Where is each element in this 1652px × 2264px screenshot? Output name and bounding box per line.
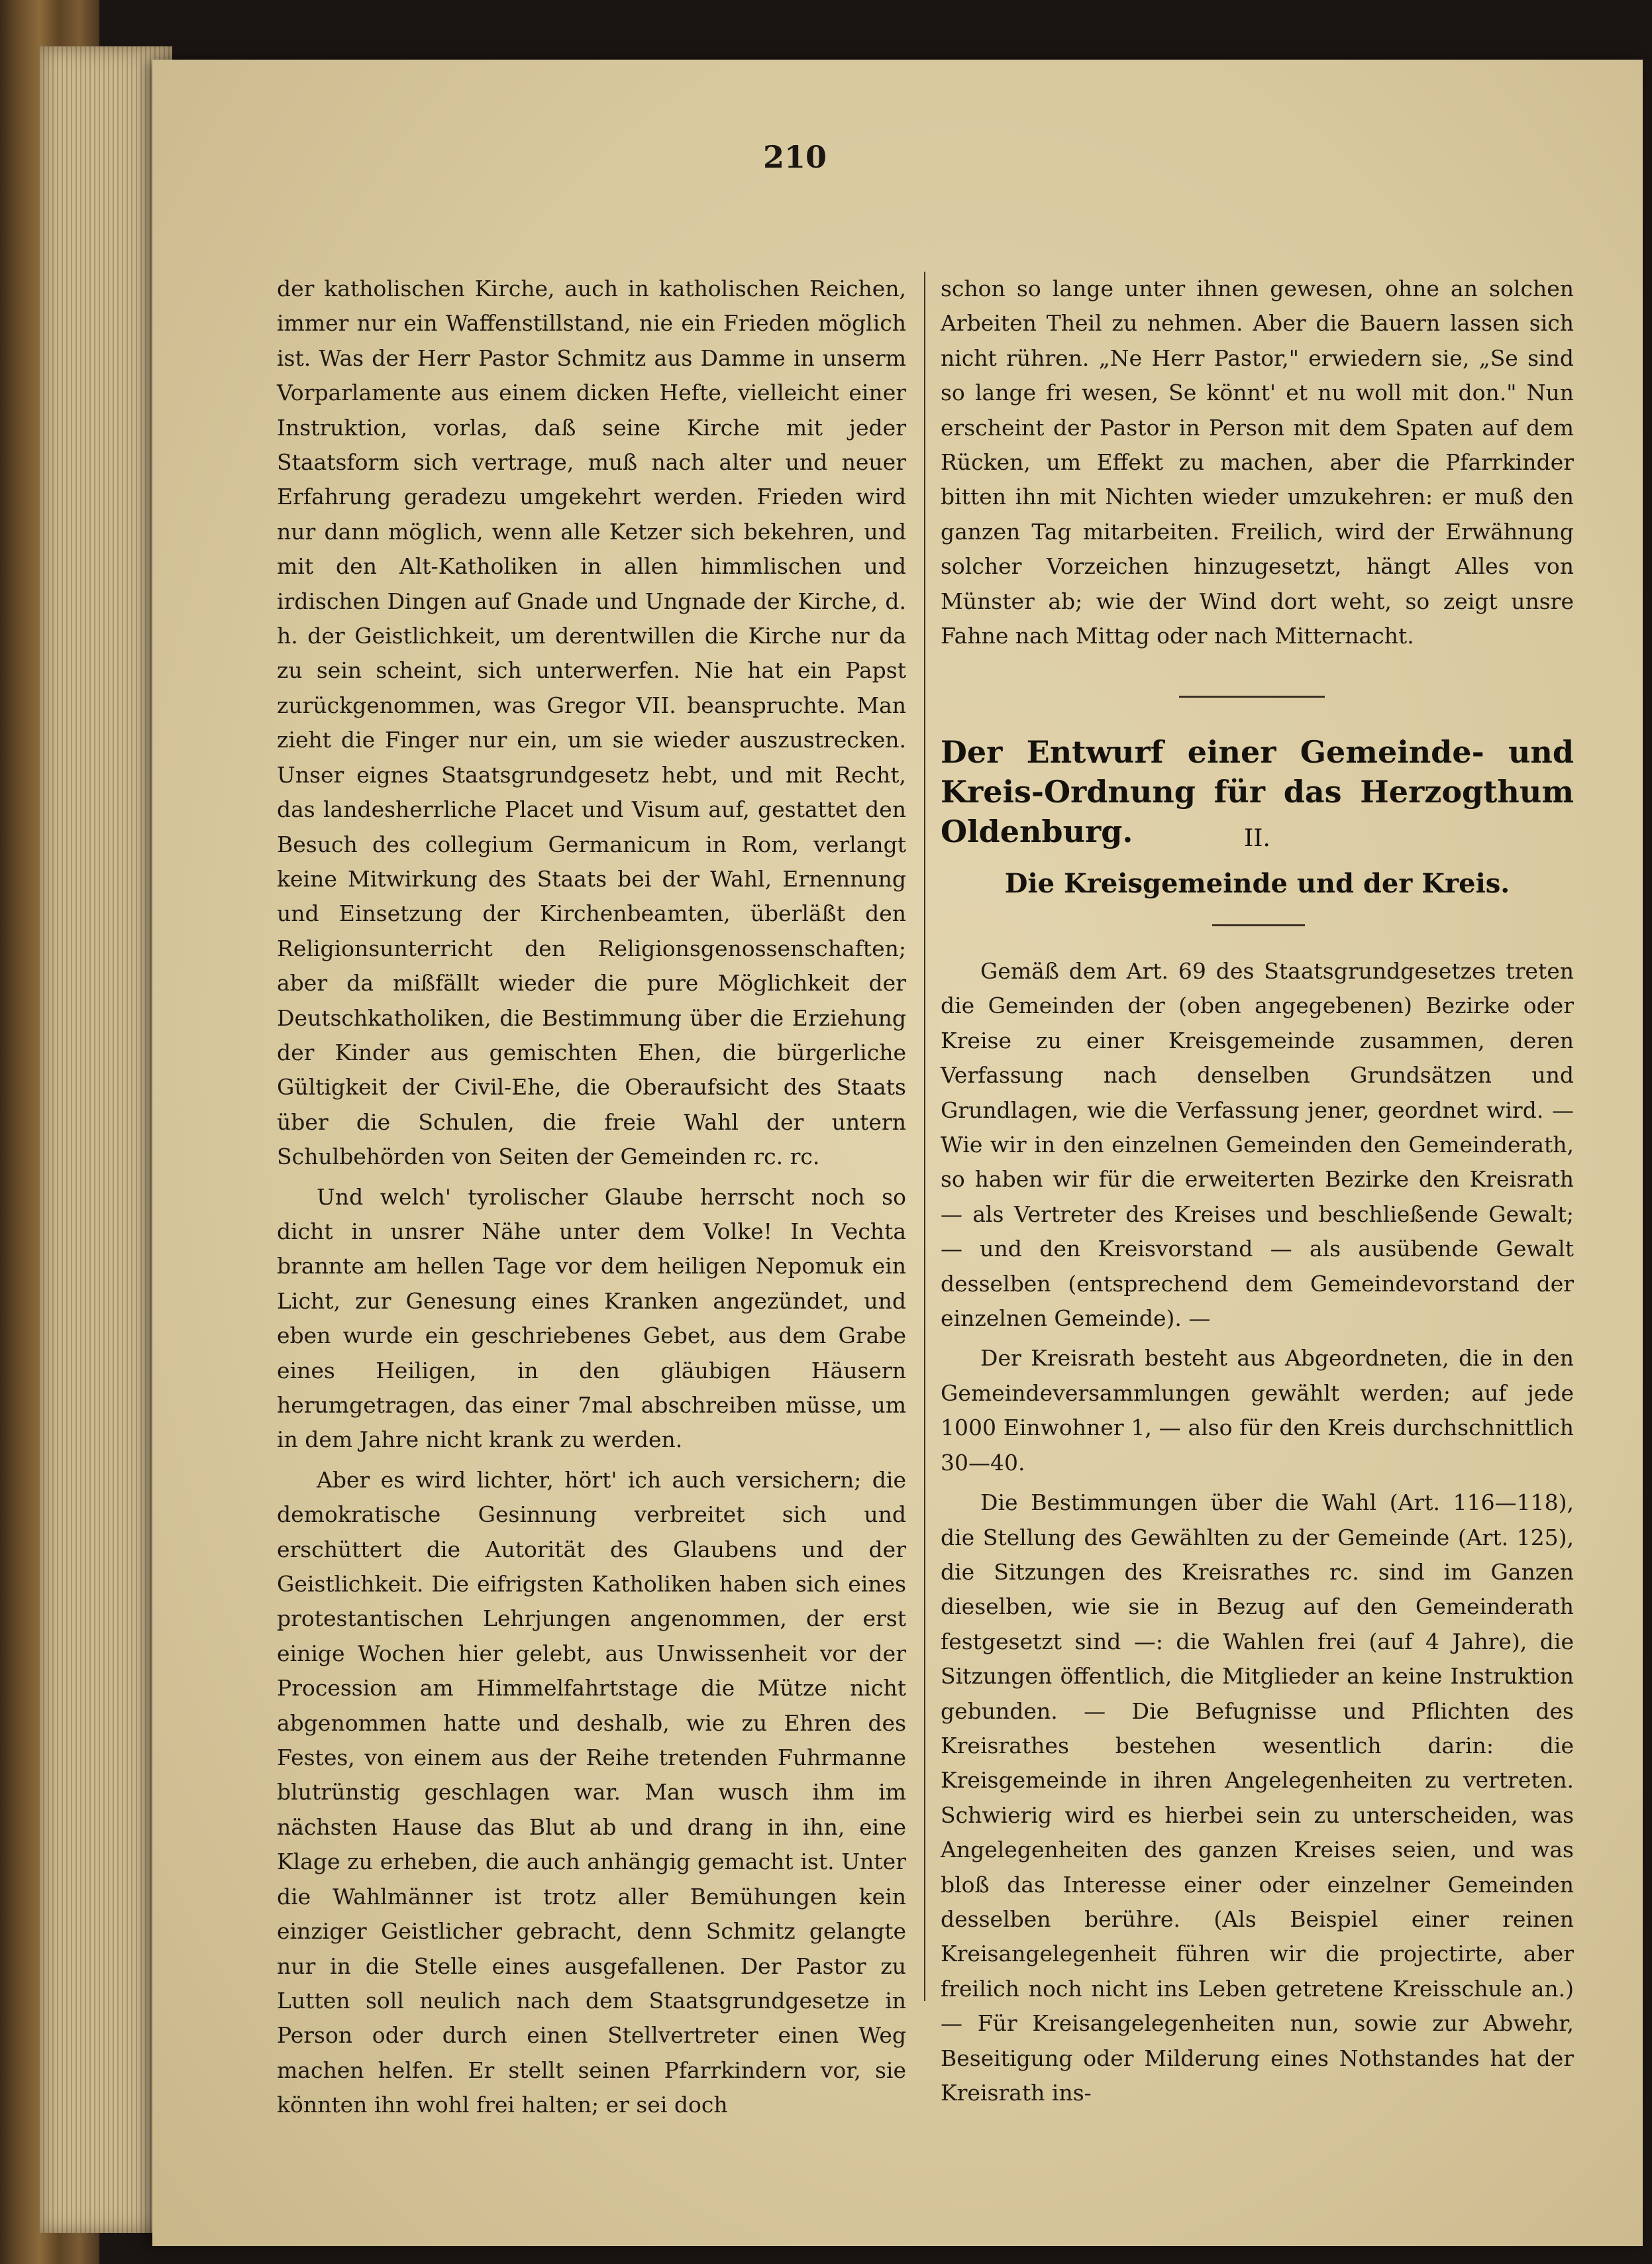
left-paragraph-2: Und welch' tyrolischer Glaube herrscht noch so dicht in unsrer Nähe unter dem Volke! In Vechta brannte am hellen Tage vor dem heiligen Nepomuk ein Licht, zur Genesung eines Kranken angezündet, und eben wurde ein geschriebenes Gebet, aus dem Grabe eines Heiligen, in den gläubigen Häusern herumgetragen, das einer 7mal abschreiben müsse, um in dem Jahre nicht krank zu werden. — [277, 1183, 906, 1453]
right-column-bottom — [941, 954, 1574, 2110]
subtitle-rule — [1212, 924, 1305, 926]
section-subtitle: Die Kreisgemeinde und der Kreis. — [1004, 868, 1510, 899]
right-paragraph-1: Gemäß dem Art. 69 des Staatsgrundgesetzes treten die Gemeinden der (oben angegebenen) Bezirke oder Kreise zu einer Kreisgemeinde zusammen, deren Verfassung nach denselben Grundsätzen und Grundlagen, wie die Verfassung jener, geordnet wird. — Wie wir in den einzelnen Gemeinden den Gemeinderath, so haben wir für die erweiterten Bezirke den Kreisrath — als Vertreter des Kreises und beschließende Gewalt; — und den Kreisvorstand — als ausübende Gewalt desselben (entsprechend dem Gemeindevorstand der einzelnen Gemeinde). — — [941, 958, 1574, 1332]
section-numeral: II. — [1244, 825, 1270, 852]
left-paragraph-1: der katholischen Kirche, auch in katholischen Reichen, immer nur ein Waffenstillstand, nie ein Frieden möglich ist. Was der Herr Pastor Schmitz aus Damme in unserm Vorparlamente aus einem dicken Hefte, vielleicht einer Instruktion, vorlas, daß seine Kirche mit jeder Staatsform sich vertrage, muß nach alter und neuer Erfahrung geradezu umgekehrt werden. Frieden wird nur dann möglich, wenn alle Ketzer sich bekehren, und mit den Alt-Katholiken in allen himmlischen und irdischen Dingen auf Gnade und Ungnade der Kirche, d. h. der Geistlichkeit, um derentwillen die Kirche nur da zu sein scheint, sich unterwerfen. Nie hat ein Papst zurückgenommen, was Gregor VII. beanspruchte. Man zieht die Finger nur ein, um sie wieder auszustrecken. Unser eignes Staatsgrundgesetz hebt, und mit Recht, das landesherrliche Placet und Visum auf, gestattet den Besuch des collegium Germanicum in Rom, verlangt keine Mitwirkung des Staats bei der Wahl, Ernennung und Einsetzung der Kirchenbeamten, überläßt den Religionsunterricht den Religionsgenossenschaften; aber da mißfällt wieder die pure Möglichkeit der Deutschkatholiken, die Bestimmung über die Erziehung der Kinder aus gemischten Ehen, die bürgerliche Gültigkeit der Civil-Ehe, die Oberaufsicht des Staats über die Schulen, die freie Wahl der untern Schulbehörden von Seiten der Gemeinden rc. rc. — [277, 276, 906, 1170]
section-separator-rule — [1179, 696, 1325, 698]
right-column-top — [941, 272, 1574, 653]
page-number: 210 — [762, 139, 827, 175]
left-paragraph-3: Aber es wird lichter, hört' ich auch versichern; die demokratische Gesinnung verbreitet sich und erschüttert die Autorität des Glaubens und der Geistlichkeit. Die eifrigsten Katholiken haben sich eines protestantischen Lehrjungen angenommen, der erst einige Wochen hier gelebt, aus Unwissenheit vor der Procession am Himmelfahrtstage die Mütze nicht abgenommen hatte und deshalb, wie zu Ehren des Festes, von einem aus der Reihe tretenden Fuhrmanne blutrünstig geschlagen war. Man wusch ihm im nächsten Hause das Blut ab und drang in ihn, eine Klage zu erheben, die auch anhängig gemacht ist. Unter die Wahlmänner ist trotz aller Bemühungen kein einziger Geistlicher gebracht, denn Schmitz gelangte nur in die Stelle eines ausgefallenen. Der Pastor zu Lutten soll neulich nach dem Staatsgrundgesetze in Person oder durch einen Stellvertreter einen Weg machen helfen. Er stellt seinen Pfarrkindern vor, sie könnten ihn wohl frei halten; er sei doch — [277, 1466, 906, 2118]
section-title: Der Entwurf einer Gemeinde- und Kreis-Ordnung für das Herzogthum Oldenburg. — [941, 734, 1574, 849]
right-paragraph-3: Die Bestimmungen über die Wahl (Art. 116—118), die Stellung des Gewählten zu der Gemeinde (Art. 125), die Sitzungen des Kreisrathes rc. sind im Ganzen dieselben, wie sie in Bezug auf den Gemeinderath festgesetzt sind —: die Wahlen frei (auf 4 Jahre), die Sitzungen öffentlich, die Mitglieder an keine Instruktion gebunden. — Die Befugnisse und Pflichten des Kreisrathes bestehen wesentlich darin: die Kreisgemeinde in ihren Angelegenheiten zu vertreten. Schwierig wird es hierbei sein zu unterscheiden, was Angelegenheiten des ganzen Kreises seien, und was bloß das Interesse einer oder einzelner Gemeinden desselben berühre. (Als Beispiel einer reinen Kreisangelegenheit führen wir die projectirte, aber freilich noch nicht ins Leben getretene Kreisschule an.) — Für Kreisangelegenheiten nun, sowie zur Abwehr, Beseitigung oder Milderung eines Nothstandes hat der Kreisrath ins- — [941, 1489, 1574, 2106]
right-paragraph-2: Der Kreisrath besteht aus Abgeordneten, die in den Gemeindeversammlungen gewählt werden; auf jede 1000 Einwohner 1, — also für den Kreis durchschnittlich 30—40. — [941, 1345, 1574, 1476]
right-paragraph-continued: schon so lange unter ihnen gewesen, ohne an solchen Arbeiten Theil zu nehmen. Aber die Bauern lassen sich nicht rühren. „Ne Herr Pastor," erwiedern sie, „Se sind so lange fri wesen, Se könnt' et nu woll mit don." Nun erscheint der Pastor in Person mit dem Spaten auf dem Rücken, um Effekt zu machen, aber die Pfarrkinder bitten ihn mit Nichten wieder umzukehren: er muß den ganzen Tag mitarbeiten. Freilich, wird der Erwähnung solcher Vorzeichen hinzugesetzt, hängt Alles von Münster ab; wie der Wind dort weht, so zeigt unsre Fahne nach Mittag oder nach Mitternacht. — [941, 276, 1574, 649]
column-divider — [924, 272, 925, 2001]
left-column — [277, 272, 906, 2123]
